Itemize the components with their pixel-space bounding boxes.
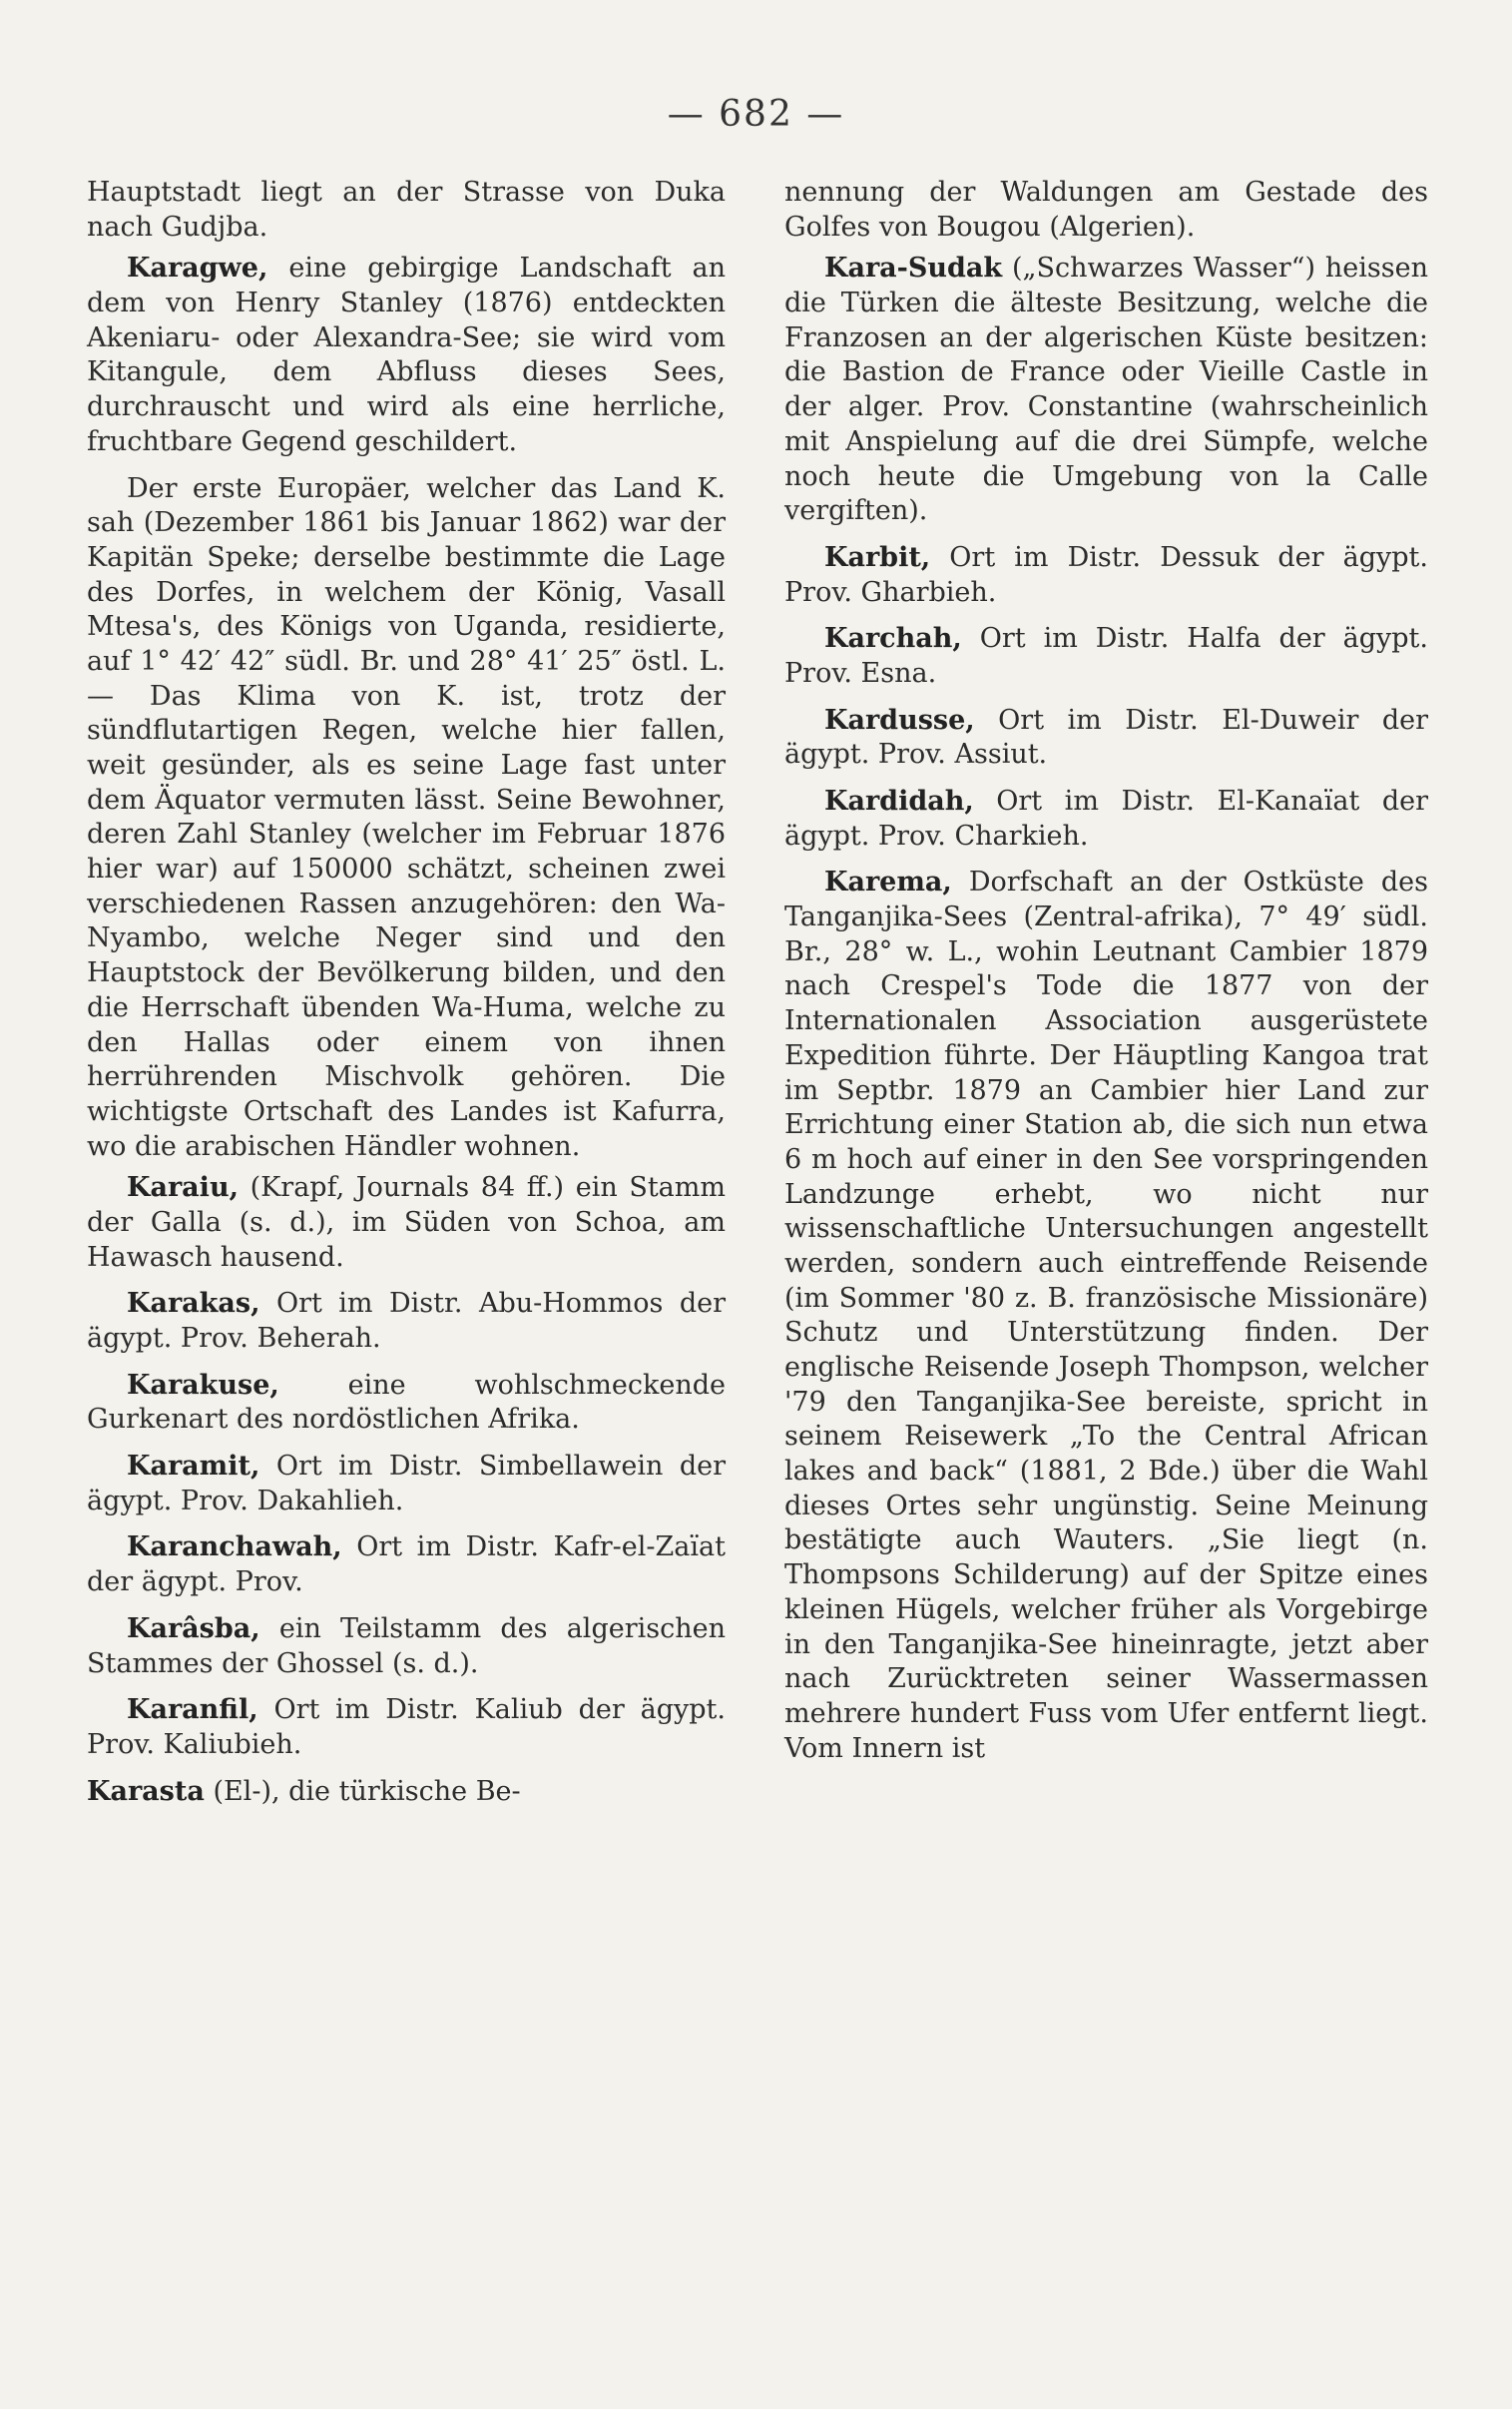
headword: Karema, bbox=[824, 867, 952, 899]
entry-text: (El-), die türkische Be- bbox=[204, 1775, 521, 1807]
entry-text: eine wohlschmeckende Gurkenart des nordöstlichen Afrika. bbox=[87, 1369, 726, 1436]
body-paragraph: Der erste Europäer, welcher das Land K. sah (Dezember 1861 bis Januar 1862) war der Kapitän Speke; derselbe bestimmte die Lage des Dorfes, in welchem der König, Vasall Mtesa's, des Königs von Uganda, residierte, auf 1° 42′ 42″ südl. Br. und 28° 41′ 25″ östl. L. — Das Klima von K. ist, trotz der sündflutartigen Regen, welche hier fallen, weit gesünder, als es seine Lage fast unter dem Äquator vermuten lässt. Seine Bewohner, deren Zahl Stanley (welcher im Februar 1876 hier war) auf 150000 schätzt, scheinen zwei verschiedenen Rassen anzugehören: den Wa-Nyambo, welche Neger sind und den Hauptstock der Bevölkerung bilden, und den die Herrschaft übenden Wa-Huma, welche zu den Hallas oder einem von ihnen herrührenden Mischvolk gehören. Die wichtigste Ortschaft des Landes ist Kafurra, wo die arabischen Händler wohnen. bbox=[87, 472, 726, 1162]
entry-text: Ort im Distr. Kafr-el-Zaïat der ägypt. Prov. bbox=[87, 1531, 726, 1598]
headword: Kardidah, bbox=[824, 786, 974, 817]
entry-text: Dorfschaft an der Ostküste des Tanganjika-Sees (Zentral-afrika), 7° 49′ südl. Br., 28° w. L., wohin Leutnant Cambier 1879 nach Crespel's Tode die 1877 von der Internationalen Association ausgerüstete Expedition führte. Der Häuptling Kangoa trat im Septbr. 1879 an Cambier hier Land zur Errichtung einer Station ab, die sich nun etwa 6 m hoch auf einer in den See vorspringenden Landzunge erhebt, wo nicht nur wissenschaftliche Untersuchungen angestellt werden, sondern auch eintreffende Reisende (im Sommer '80 z. B. französische Missionäre) Schutz und Unterstützung finden. Der englische Reisende Joseph Thompson, welcher '79 den Tanganjika-See bereiste, spricht in seinem Reisewerk „To the Central African lakes and back“ (1881, 2 Bde.) über die Wahl dieses Ortes sehr ungünstig. Seine Meinung bestätigte auch Wauters. „Sie liegt (n. Thompsons Schilderung) auf der Spitze eines kleinen Hügels, welcher früher als Vorgebirge in den Tanganjika-See hineinragte, jetzt aber nach Zurücktreten seiner Wassermassen mehrere hundert Fuss vom Ufer entfernt liegt. Vom Innern ist bbox=[784, 867, 1428, 1764]
headword: Kardusse, bbox=[824, 704, 975, 736]
entry-karbit bbox=[784, 541, 1428, 610]
headword: Karasta bbox=[87, 1775, 205, 1807]
entry-text: Ort im Distr. Abu-Hommos der ägypt. Prov. Beherah. bbox=[87, 1288, 726, 1354]
continuation-paragraph: Hauptstadt liegt an der Strasse von Duka nach Gudjba. bbox=[87, 177, 726, 243]
left-column bbox=[87, 176, 726, 1821]
entry-karasta bbox=[87, 1775, 726, 1810]
entry-karanfil bbox=[87, 1693, 726, 1762]
entry-text: (Krapf, Journals 84 ff.) ein Stamm der Galla (s. d.), im Süden von Schoa, am Hawasch hausend. bbox=[87, 1172, 726, 1273]
entry-text: Ort im Distr. Halfa der ägypt. Prov. Esna. bbox=[784, 623, 1428, 689]
entry-karakas bbox=[87, 1287, 726, 1356]
entry-kardidah bbox=[784, 785, 1428, 854]
headword: Karchah, bbox=[824, 623, 962, 655]
entry-text: Ort im Distr. El-Kanaïat der ägypt. Prov. Charkieh. bbox=[784, 786, 1428, 852]
entry-text: Ort im Distr. El-Duweir der ägypt. Prov. Assiut. bbox=[784, 704, 1428, 771]
headword: Karâsba, bbox=[127, 1612, 260, 1644]
entry-karakuse bbox=[87, 1369, 726, 1438]
entry-karchah bbox=[784, 622, 1428, 691]
entry-karema bbox=[784, 866, 1428, 1766]
headword: Karagwe, bbox=[127, 253, 268, 285]
entry-text: Ort im Distr. Dessuk der ägypt. Prov. Gharbieh. bbox=[784, 541, 1428, 608]
entry-karagwe bbox=[87, 252, 726, 459]
entry-text: Ort im Distr. Kaliub der ägypt. Prov. Kaliubieh. bbox=[87, 1694, 726, 1760]
headword: Karaiu, bbox=[127, 1172, 239, 1204]
headword: Karamit, bbox=[127, 1451, 260, 1483]
entry-text: eine gebirgige Landschaft an dem von Henry Stanley (1876) entdeckten Akeniaru- oder Alexandra-See; sie wird vom Kitangule, dem Abfluss dieses Sees, durchrauscht und wird als eine herrliche, fruchtbare Gegend geschildert. bbox=[87, 253, 726, 457]
headword: Karakuse, bbox=[127, 1369, 279, 1401]
entry-karasba bbox=[87, 1612, 726, 1681]
entry-text: ein Teilstamm des algerischen Stammes der Ghossel (s. d.). bbox=[87, 1612, 726, 1679]
entry-text: („Schwarzes Wasser“) heissen die Türken die älteste Besitzung, welche die Franzosen an der algerischen Küste besitzen: die Bastion de France oder Vieille Castle in der alger. Prov. Constantine (wahrscheinlich mit Anspielung auf die drei Sümpfe, welche noch heute die Umgebung von la Calle vergiften). bbox=[784, 253, 1428, 527]
headword: Kara-Sudak bbox=[824, 253, 1003, 285]
headword: Karbit, bbox=[824, 541, 931, 573]
entry-kardusse bbox=[784, 704, 1428, 773]
right-column bbox=[784, 176, 1428, 1778]
headword: Karakas, bbox=[127, 1288, 260, 1320]
entry-karamit bbox=[87, 1450, 726, 1518]
entry-karanchawah bbox=[87, 1530, 726, 1599]
headword: Karanfil, bbox=[127, 1694, 258, 1726]
continuation-paragraph: nennung der Waldungen am Gestade des Golfes von Bougou (Algerien). bbox=[784, 177, 1428, 243]
entry-kara-sudak bbox=[784, 252, 1428, 529]
entry-karaiu bbox=[87, 1171, 726, 1275]
page-number: — 682 — bbox=[667, 94, 845, 135]
entry-text: Ort im Distr. Simbellawein der ägypt. Prov. Dakahlieh. bbox=[87, 1451, 726, 1516]
headword: Karanchawah, bbox=[127, 1531, 342, 1563]
